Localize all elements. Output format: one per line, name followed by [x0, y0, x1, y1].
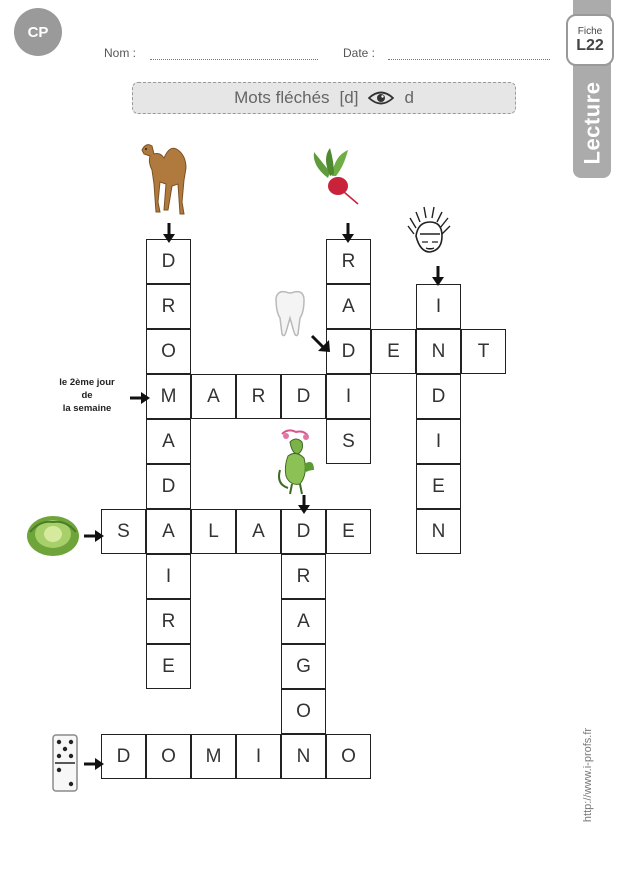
- grid-cell-indien-5[interactable]: E: [416, 464, 461, 509]
- sheet-code: L22: [576, 36, 604, 54]
- grid-cell-domino-4[interactable]: I: [236, 734, 281, 779]
- grid-cell-salade-1[interactable]: S: [101, 509, 146, 554]
- arrow-diagonal-icon: [312, 336, 330, 352]
- grid-cell-salade-6[interactable]: E: [326, 509, 371, 554]
- grid-cell-mardi-4[interactable]: D: [281, 374, 326, 419]
- grid-cell-domino-1[interactable]: D: [101, 734, 146, 779]
- grid-cell-salade-3[interactable]: L: [191, 509, 236, 554]
- title-letter: d: [404, 88, 414, 107]
- grid-cell-salade-4[interactable]: A: [236, 509, 281, 554]
- grid-cell-indien-4[interactable]: I: [416, 419, 461, 464]
- radish-picture: [308, 148, 360, 204]
- arrow-right-icon: [130, 392, 150, 404]
- grid-cell-domino-6[interactable]: O: [326, 734, 371, 779]
- arrow-right-icon: [84, 758, 104, 770]
- grid-cell-radis-2[interactable]: A: [326, 284, 371, 329]
- grid-cell-dent-4[interactable]: T: [461, 329, 506, 374]
- grid-cell-radis-3[interactable]: D: [326, 329, 371, 374]
- grid-cell-dromadaire-4[interactable]: M: [146, 374, 191, 419]
- name-label: Nom :: [104, 46, 137, 60]
- grid-cell-dromadaire-2[interactable]: R: [146, 284, 191, 329]
- grid-cell-dromadaire-1[interactable]: D: [146, 239, 191, 284]
- arrow-right-icon: [84, 530, 104, 542]
- subject-label: Lecture: [579, 81, 605, 165]
- clue-mardi: le 2ème jour de la semaine: [59, 377, 115, 414]
- tooth-picture: [272, 290, 308, 338]
- grid-cell-salade-5[interactable]: D: [281, 509, 326, 554]
- date-label: Date :: [343, 46, 376, 60]
- grid-cell-dromadaire-7[interactable]: A: [146, 509, 191, 554]
- grid-cell-mardi-3[interactable]: R: [236, 374, 281, 419]
- grid-cell-dromadaire-9[interactable]: R: [146, 599, 191, 644]
- grid-cell-dromadaire-3[interactable]: O: [146, 329, 191, 374]
- title-text: Mots fléchés: [234, 88, 330, 107]
- lettuce-picture: [26, 510, 80, 558]
- arrow-down-icon: [432, 266, 444, 286]
- grid-cell-dromadaire-10[interactable]: E: [146, 644, 191, 689]
- grid-cell-dromadaire-5[interactable]: A: [146, 419, 191, 464]
- grid-cell-domino-3[interactable]: M: [191, 734, 236, 779]
- dragon-picture: [274, 428, 318, 496]
- grid-cell-mardi-2[interactable]: A: [191, 374, 236, 419]
- grid-cell-dromadaire-8[interactable]: I: [146, 554, 191, 599]
- camel-picture: [138, 140, 194, 218]
- grid-cell-indien-3[interactable]: D: [416, 374, 461, 419]
- grid-cell-dragon-6[interactable]: N: [281, 734, 326, 779]
- grid-cell-dragon-3[interactable]: A: [281, 599, 326, 644]
- title-phoneme: [d]: [339, 88, 359, 107]
- grid-cell-domino-2[interactable]: O: [146, 734, 191, 779]
- grid-cell-dent-2[interactable]: E: [371, 329, 416, 374]
- grid-cell-radis-1[interactable]: R: [326, 239, 371, 284]
- arrow-down-icon: [163, 223, 175, 243]
- grid-cell-indien-1[interactable]: I: [416, 284, 461, 329]
- arrow-down-icon: [298, 495, 310, 514]
- grid-cell-indien-2[interactable]: N: [416, 329, 461, 374]
- sheet-label: Fiche: [577, 25, 603, 37]
- grid-cell-radis-4[interactable]: I: [326, 374, 371, 419]
- indian-chief-picture: [404, 204, 454, 256]
- grid-cell-dromadaire-6[interactable]: D: [146, 464, 191, 509]
- grid-cell-dragon-5[interactable]: O: [281, 689, 326, 734]
- grid-cell-dragon-4[interactable]: G: [281, 644, 326, 689]
- grid-cell-indien-6[interactable]: N: [416, 509, 461, 554]
- grid-cell-dragon-2[interactable]: R: [281, 554, 326, 599]
- domino-picture: [52, 734, 78, 792]
- arrow-down-icon: [342, 223, 354, 243]
- website-url: http://www.i-profs.fr: [582, 727, 595, 822]
- grid-cell-radis-5[interactable]: S: [326, 419, 371, 464]
- level-badge: CP: [14, 8, 62, 56]
